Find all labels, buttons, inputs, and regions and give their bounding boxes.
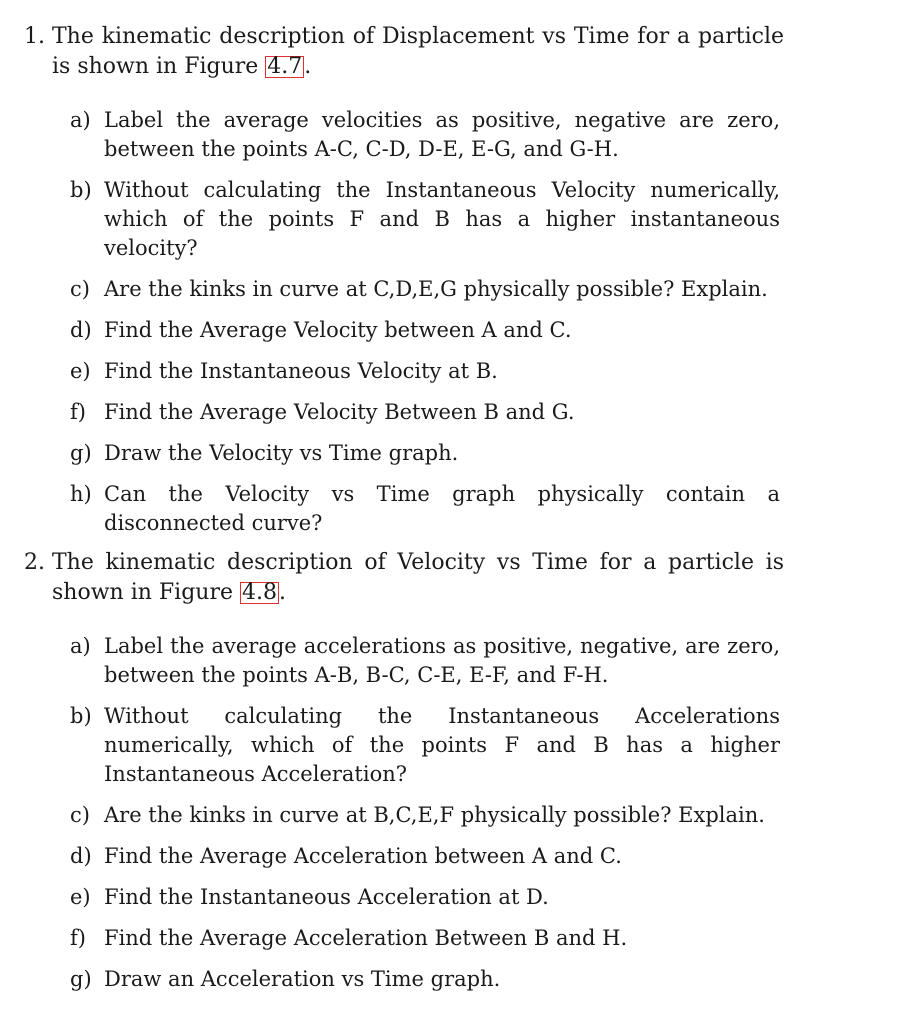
- part-text: Find the Average Acceleration between A and C.: [104, 844, 622, 868]
- part-label: f): [70, 926, 86, 950]
- problem-2: [24, 548, 784, 1006]
- problem-number: 1.: [24, 24, 45, 49]
- list-item: [70, 176, 780, 263]
- part-label: e): [70, 359, 91, 383]
- part-label: g): [70, 967, 92, 991]
- part-text: Find the Average Velocity between A and C.: [104, 318, 572, 342]
- part-text: Label the average velocities as positive, negative are zero, between the points A-C, C-D, D-E, E-G, and G-H.: [104, 108, 780, 161]
- list-item: [70, 842, 780, 871]
- part-text: Find the Instantaneous Velocity at B.: [104, 359, 498, 383]
- list-item: [70, 275, 780, 304]
- problem-1-stem: [24, 22, 784, 82]
- part-text: Find the Average Velocity Between B and G.: [104, 400, 575, 424]
- part-label: d): [70, 318, 92, 342]
- list-item: [70, 357, 780, 386]
- list-item: [70, 924, 780, 953]
- part-label: h): [70, 482, 92, 506]
- problem-2-parts: [70, 632, 780, 994]
- part-text: Draw the Velocity vs Time graph.: [104, 441, 459, 465]
- part-text: Draw an Acceleration vs Time graph.: [104, 967, 501, 991]
- part-label: a): [70, 108, 91, 132]
- part-label: f): [70, 400, 86, 424]
- part-text: Are the kinks in curve at B,C,E,F physically possible? Explain.: [104, 803, 765, 827]
- problem-2-stem: [24, 548, 784, 608]
- part-label: b): [70, 704, 92, 728]
- part-label: b): [70, 178, 92, 202]
- problem-1-parts: [70, 106, 780, 538]
- problem-stem-text: The kinematic description of Velocity vs Time for a particle is shown in Figure: [52, 550, 784, 605]
- stem-period: .: [278, 580, 286, 605]
- list-item: [70, 106, 780, 164]
- stem-period: .: [304, 54, 312, 79]
- list-item: [70, 316, 780, 345]
- problem-1: [24, 22, 784, 550]
- list-item: [70, 883, 780, 912]
- part-text: Find the Instantaneous Acceleration at D.: [104, 885, 549, 909]
- part-text: Can the Velocity vs Time graph physically contain a disconnected curve?: [104, 482, 780, 535]
- list-item: [70, 398, 780, 427]
- list-item: [70, 965, 780, 994]
- part-text: Without calculating the Instantaneous Velocity numerically, which of the points F and B has a higher instantaneous velocity?: [104, 178, 780, 260]
- part-text: Label the average accelerations as positive, negative, are zero, between the points A-B, B-C, C-E, E-F, and F-H.: [104, 634, 780, 687]
- list-item: [70, 632, 780, 690]
- list-item: [70, 439, 780, 468]
- part-text: Are the kinks in curve at C,D,E,G physically possible? Explain.: [104, 277, 768, 301]
- part-text: Find the Average Acceleration Between B and H.: [104, 926, 628, 950]
- problem-stem-text: The kinematic description of Displacement vs Time for a particle is shown in Figure: [52, 24, 784, 79]
- part-label: c): [70, 277, 90, 301]
- problem-number: 2.: [24, 550, 45, 575]
- part-label: e): [70, 885, 91, 909]
- part-label: c): [70, 803, 90, 827]
- figure-link[interactable]: 4.7: [267, 54, 303, 79]
- list-item: [70, 801, 780, 830]
- part-label: d): [70, 844, 92, 868]
- part-label: a): [70, 634, 91, 658]
- list-item: [70, 702, 780, 789]
- part-label: g): [70, 441, 92, 465]
- part-text: Without calculating the Instantaneous Accelerations numerically, which of the points F and B has a higher Instantaneous Acceleration?: [104, 704, 780, 786]
- figure-link[interactable]: 4.8: [241, 580, 277, 605]
- list-item: [70, 480, 780, 538]
